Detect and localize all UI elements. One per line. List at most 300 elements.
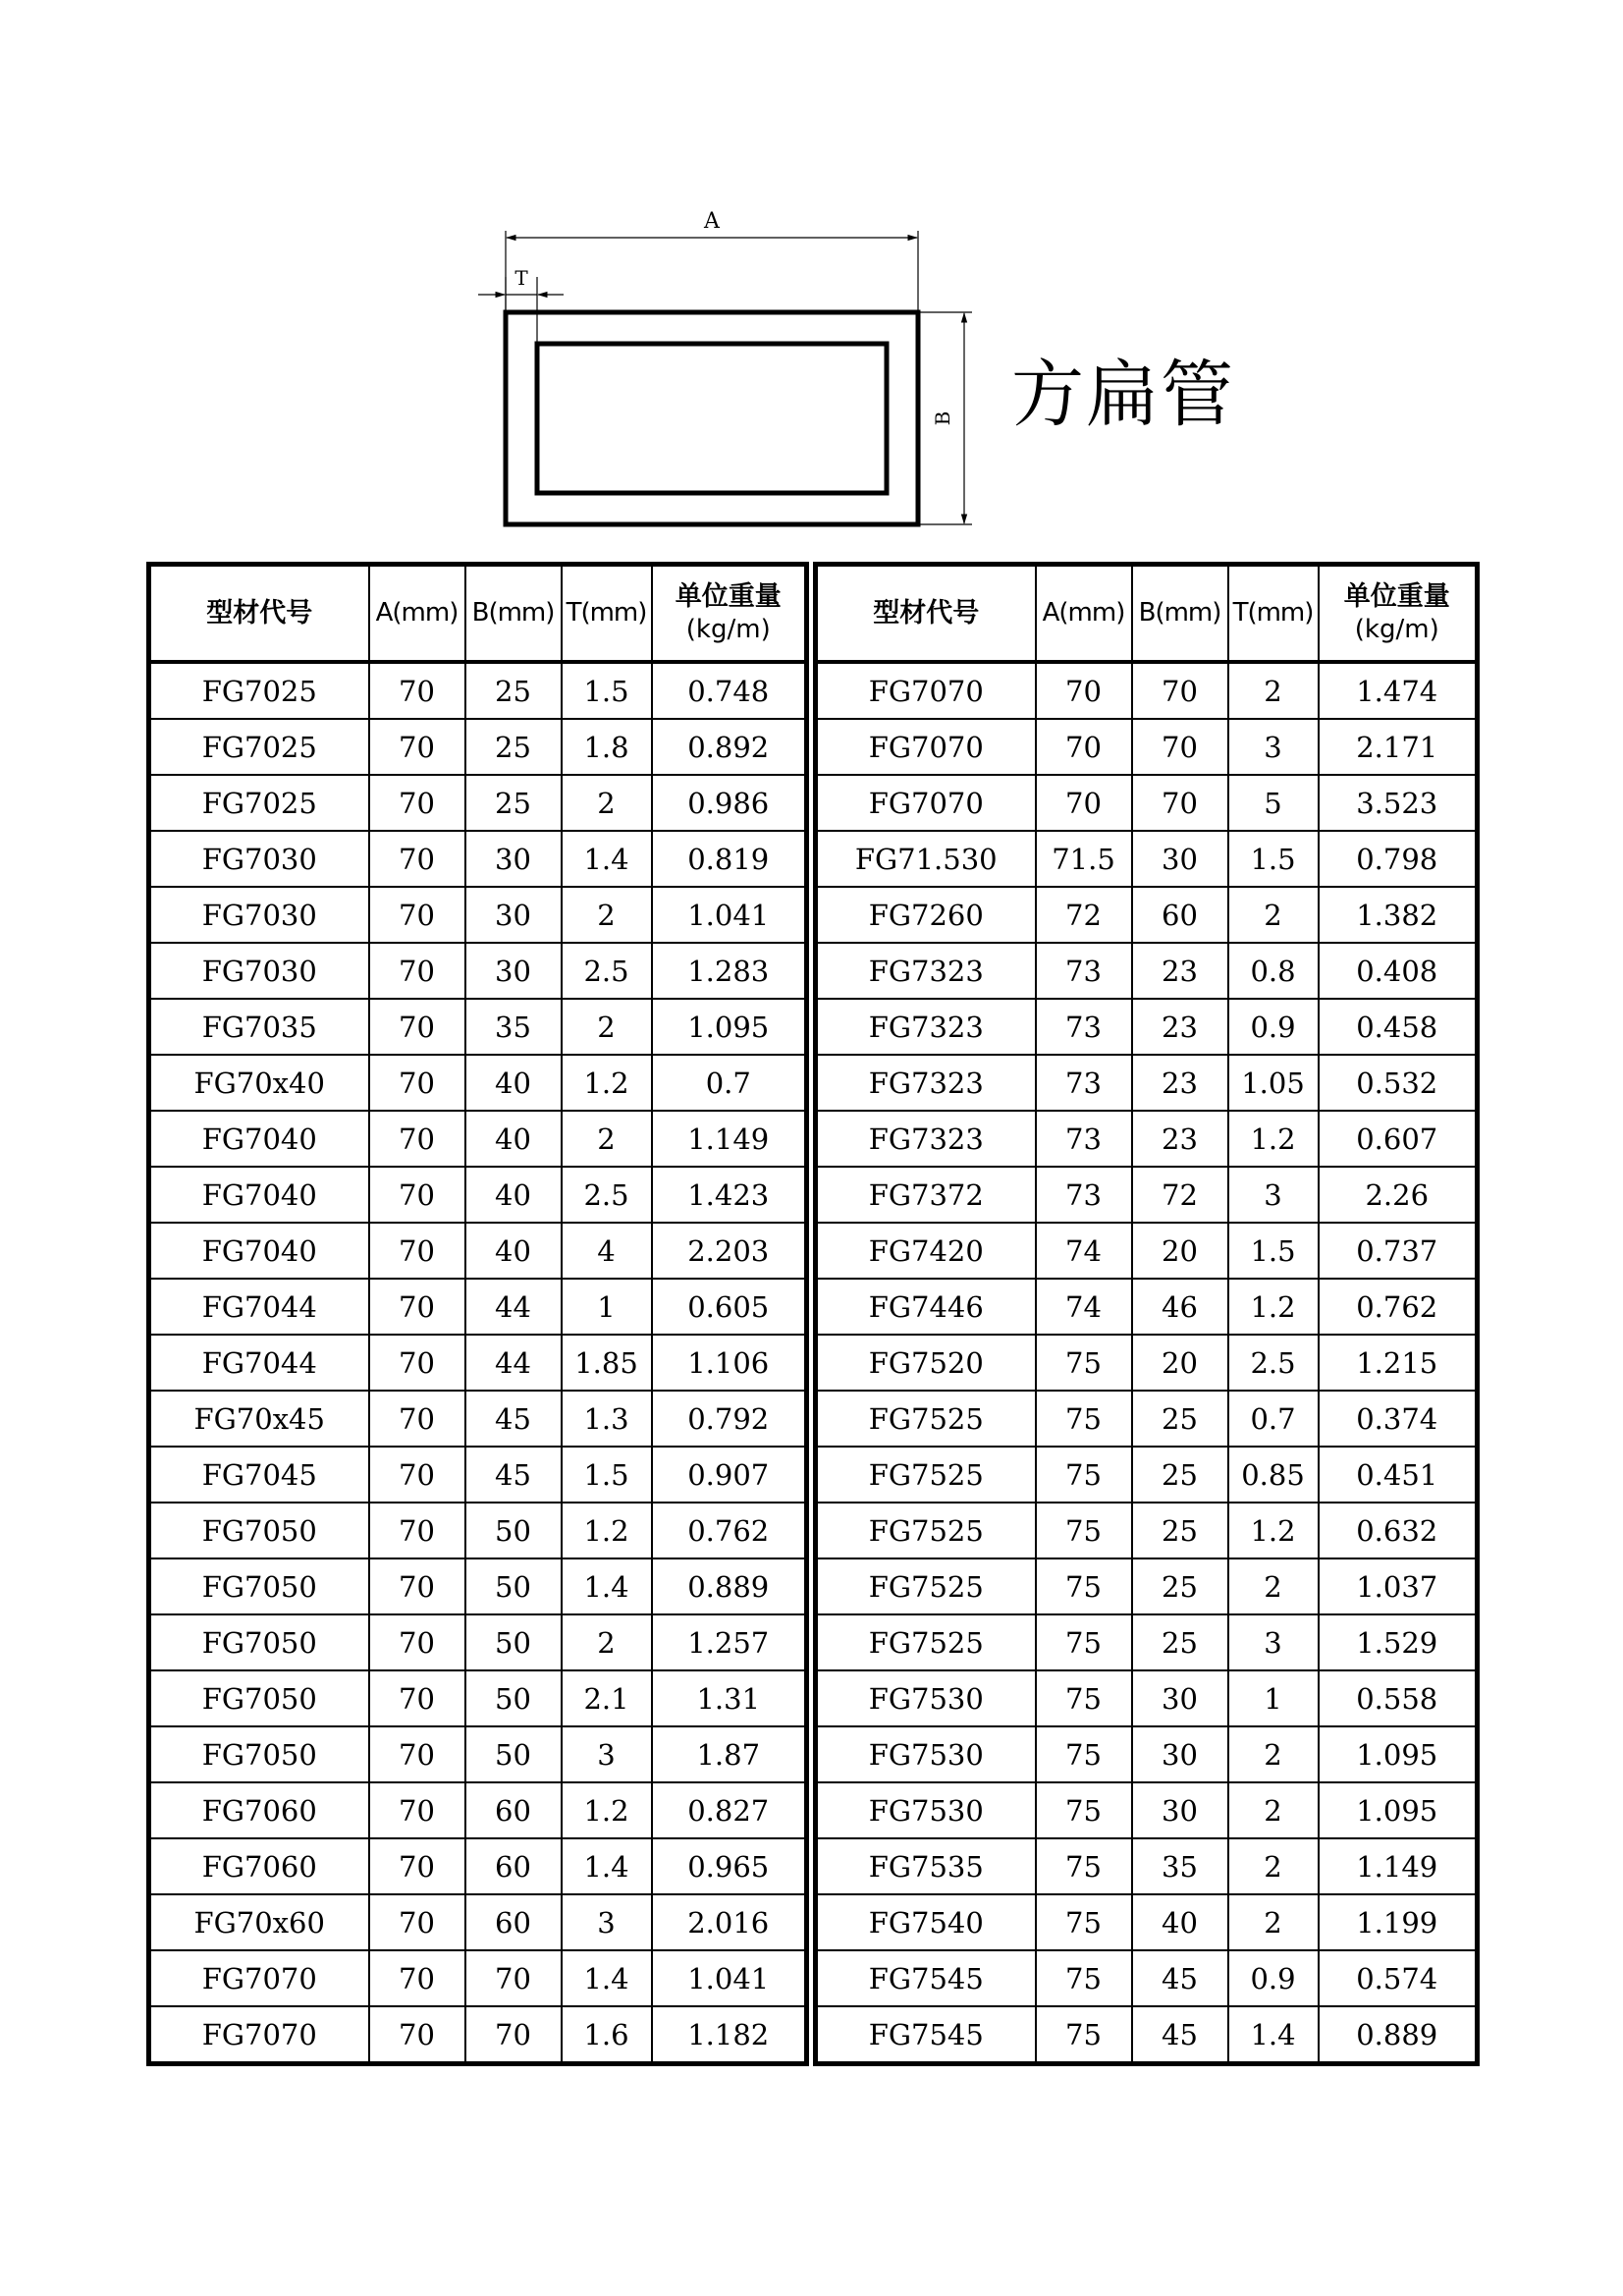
cell-code: FG7035 (149, 999, 369, 1055)
cell-b: 50 (465, 1503, 562, 1558)
cell-weight: 0.748 (652, 662, 807, 719)
cell-t: 1 (1228, 1670, 1319, 1726)
cell-t: 1.4 (562, 1558, 652, 1614)
cell-a: 70 (369, 1055, 465, 1111)
cell-code: FG7323 (816, 1055, 1036, 1111)
header-weight-unit: (kg/m) (685, 615, 771, 645)
cell-a: 70 (369, 1279, 465, 1335)
cell-weight: 0.892 (652, 719, 807, 775)
cell-weight: 0.965 (652, 1838, 807, 1894)
cell-code: FG7372 (816, 1167, 1036, 1223)
table-row (816, 1503, 1478, 1558)
cell-weight: 1.283 (652, 943, 807, 999)
header-b: B(mm) (1132, 565, 1228, 663)
table-row (149, 662, 807, 719)
cell-code: FG70x60 (149, 1894, 369, 1950)
cell-t: 3 (1228, 719, 1319, 775)
cell-weight: 0.986 (652, 775, 807, 831)
cell-b: 20 (1132, 1335, 1228, 1391)
cell-b: 40 (465, 1111, 562, 1167)
cell-t: 0.7 (1228, 1391, 1319, 1447)
cell-code: FG7070 (149, 1950, 369, 2006)
cell-code: FG7025 (149, 662, 369, 719)
cell-a: 70 (369, 943, 465, 999)
table-row (816, 1335, 1478, 1391)
cell-weight: 1.041 (652, 887, 807, 943)
cell-code: FG7525 (816, 1614, 1036, 1670)
cell-code: FG7050 (149, 1503, 369, 1558)
cell-b: 46 (1132, 1279, 1228, 1335)
table-row (149, 1391, 807, 1447)
cell-a: 70 (369, 1782, 465, 1838)
cell-code: FG7545 (816, 1950, 1036, 2006)
cell-b: 30 (465, 943, 562, 999)
cell-a: 74 (1036, 1279, 1132, 1335)
cell-b: 50 (465, 1558, 562, 1614)
header-weight-title: 单位重量 (1343, 581, 1450, 613)
cell-weight: 1.149 (652, 1111, 807, 1167)
cell-t: 1.2 (562, 1503, 652, 1558)
cell-t: 1.4 (562, 1838, 652, 1894)
cell-weight: 0.605 (652, 1279, 807, 1335)
cell-t: 0.9 (1228, 1950, 1319, 2006)
cell-t: 2 (1228, 1558, 1319, 1614)
table-row (816, 1950, 1478, 2006)
cell-t: 1.2 (1228, 1503, 1319, 1558)
table-row (816, 1391, 1478, 1447)
table-row (149, 1223, 807, 1279)
table-row (816, 1894, 1478, 1950)
cell-weight: 0.532 (1319, 1055, 1478, 1111)
cell-a: 70 (369, 1167, 465, 1223)
cell-t: 3 (1228, 1614, 1319, 1670)
cell-code: FG7050 (149, 1670, 369, 1726)
cell-t: 0.9 (1228, 999, 1319, 1055)
table-row (816, 1223, 1478, 1279)
cell-code: FG70x40 (149, 1055, 369, 1111)
table-row (816, 1838, 1478, 1894)
table-row (816, 1167, 1478, 1223)
cell-weight: 0.889 (652, 1558, 807, 1614)
cell-b: 40 (465, 1055, 562, 1111)
cell-weight: 1.87 (652, 1726, 807, 1782)
cell-t: 1.4 (562, 831, 652, 887)
cell-t: 1.4 (1228, 2006, 1319, 2064)
cell-weight: 0.558 (1319, 1670, 1478, 1726)
cell-a: 74 (1036, 1223, 1132, 1279)
table-row (816, 1670, 1478, 1726)
cell-b: 30 (1132, 1670, 1228, 1726)
cell-code: FG7060 (149, 1782, 369, 1838)
cell-b: 70 (1132, 719, 1228, 775)
cell-code: FG7323 (816, 1111, 1036, 1167)
cell-b: 50 (465, 1670, 562, 1726)
cell-b: 30 (1132, 831, 1228, 887)
cell-t: 2 (1228, 1782, 1319, 1838)
cell-code: FG7070 (816, 719, 1036, 775)
cell-t: 1.6 (562, 2006, 652, 2064)
header-a: A(mm) (1036, 565, 1132, 663)
table-row (816, 943, 1478, 999)
cell-a: 70 (1036, 662, 1132, 719)
cell-t: 2.5 (1228, 1335, 1319, 1391)
cell-a: 70 (369, 831, 465, 887)
table-row (149, 1726, 807, 1782)
cell-code: FG7025 (149, 775, 369, 831)
cell-a: 70 (369, 887, 465, 943)
cell-a: 75 (1036, 1838, 1132, 1894)
cell-weight: 2.016 (652, 1894, 807, 1950)
cell-weight: 0.798 (1319, 831, 1478, 887)
cell-code: FG7060 (149, 1838, 369, 1894)
cell-code: FG7260 (816, 887, 1036, 943)
cell-weight: 1.037 (1319, 1558, 1478, 1614)
cell-a: 70 (369, 1950, 465, 2006)
cell-weight: 1.423 (652, 1167, 807, 1223)
cell-b: 70 (465, 2006, 562, 2064)
table-row (816, 999, 1478, 1055)
cell-weight: 0.458 (1319, 999, 1478, 1055)
header-code: 型材代号 (149, 565, 369, 663)
cell-code: FG7545 (816, 2006, 1036, 2064)
cell-t: 2 (1228, 1894, 1319, 1950)
cell-a: 75 (1036, 1950, 1132, 2006)
header-b: B(mm) (465, 565, 562, 663)
cell-weight: 1.529 (1319, 1614, 1478, 1670)
cell-a: 70 (369, 1614, 465, 1670)
cell-b: 23 (1132, 999, 1228, 1055)
cell-code: FG70x45 (149, 1391, 369, 1447)
table-row (149, 1614, 807, 1670)
cell-code: FG7446 (816, 1279, 1036, 1335)
cell-t: 1.2 (1228, 1279, 1319, 1335)
table-row (149, 1558, 807, 1614)
cell-code: FG7050 (149, 1614, 369, 1670)
cell-t: 1 (562, 1279, 652, 1335)
cell-t: 2 (1228, 887, 1319, 943)
cell-weight: 0.819 (652, 831, 807, 887)
cell-a: 75 (1036, 1782, 1132, 1838)
cell-a: 70 (369, 1447, 465, 1503)
cell-a: 75 (1036, 1558, 1132, 1614)
cell-t: 2 (1228, 1726, 1319, 1782)
cell-a: 70 (369, 1223, 465, 1279)
cell-code: FG7530 (816, 1726, 1036, 1782)
cell-t: 3 (562, 1726, 652, 1782)
cell-b: 60 (465, 1782, 562, 1838)
cell-t: 1.2 (562, 1055, 652, 1111)
cell-b: 25 (1132, 1614, 1228, 1670)
cell-code: FG7540 (816, 1894, 1036, 1950)
table-row (816, 1447, 1478, 1503)
cell-t: 2 (1228, 662, 1319, 719)
cell-t: 4 (562, 1223, 652, 1279)
cell-a: 75 (1036, 1894, 1132, 1950)
cell-weight: 0.408 (1319, 943, 1478, 999)
cell-code: FG7530 (816, 1782, 1036, 1838)
cell-t: 1.2 (1228, 1111, 1319, 1167)
cell-t: 1.05 (1228, 1055, 1319, 1111)
cell-a: 75 (1036, 1670, 1132, 1726)
cell-b: 50 (465, 1726, 562, 1782)
cell-b: 30 (465, 831, 562, 887)
cell-weight: 1.474 (1319, 662, 1478, 719)
cell-code: FG7025 (149, 719, 369, 775)
cell-b: 70 (465, 1950, 562, 2006)
cell-weight: 0.374 (1319, 1391, 1478, 1447)
cell-a: 71.5 (1036, 831, 1132, 887)
cell-b: 25 (1132, 1503, 1228, 1558)
header-weight-unit: (kg/m) (1354, 615, 1439, 645)
table-row (816, 1111, 1478, 1167)
cell-a: 70 (369, 1111, 465, 1167)
cell-a: 73 (1036, 1111, 1132, 1167)
cell-weight: 0.907 (652, 1447, 807, 1503)
cell-code: FG7030 (149, 943, 369, 999)
cell-a: 70 (369, 2006, 465, 2064)
cell-a: 73 (1036, 999, 1132, 1055)
table-row (816, 719, 1478, 775)
table-header-row (149, 565, 807, 663)
cell-t: 2 (562, 775, 652, 831)
table-row (149, 831, 807, 887)
table-row (149, 1894, 807, 1950)
cell-b: 20 (1132, 1223, 1228, 1279)
cell-b: 23 (1132, 1111, 1228, 1167)
cell-t: 3 (562, 1894, 652, 1950)
header-t: T(mm) (562, 565, 652, 663)
cell-code: FG7040 (149, 1223, 369, 1279)
cell-code: FG7525 (816, 1447, 1036, 1503)
cell-t: 2 (562, 999, 652, 1055)
cell-t: 1.3 (562, 1391, 652, 1447)
table-row (816, 1558, 1478, 1614)
cell-t: 2.5 (562, 1167, 652, 1223)
table-row (149, 719, 807, 775)
cell-b: 23 (1132, 1055, 1228, 1111)
cell-code: FG7040 (149, 1167, 369, 1223)
cell-b: 45 (1132, 1950, 1228, 2006)
page-title: 方扁管 (1011, 353, 1235, 437)
cell-weight: 2.26 (1319, 1167, 1478, 1223)
cell-b: 25 (465, 662, 562, 719)
cell-t: 1.8 (562, 719, 652, 775)
table-row (149, 1838, 807, 1894)
cell-b: 60 (465, 1894, 562, 1950)
cell-code: FG71.530 (816, 831, 1036, 887)
spec-table-right (813, 562, 1480, 2066)
cell-t: 3 (1228, 1167, 1319, 1223)
cell-code: FG7525 (816, 1391, 1036, 1447)
cell-t: 1.5 (562, 662, 652, 719)
cell-a: 70 (369, 1726, 465, 1782)
cell-a: 70 (1036, 775, 1132, 831)
cell-weight: 3.523 (1319, 775, 1478, 831)
table-row (149, 1503, 807, 1558)
cell-code: FG7045 (149, 1447, 369, 1503)
cell-weight: 1.095 (1319, 1726, 1478, 1782)
cell-t: 2 (562, 1614, 652, 1670)
cell-b: 30 (465, 887, 562, 943)
cell-t: 1.4 (562, 1950, 652, 2006)
header-weight (652, 565, 807, 663)
cell-code: FG7044 (149, 1279, 369, 1335)
cell-weight: 0.889 (1319, 2006, 1478, 2064)
cell-b: 45 (1132, 2006, 1228, 2064)
cell-a: 70 (369, 1503, 465, 1558)
cell-b: 45 (465, 1391, 562, 1447)
cell-a: 70 (369, 1838, 465, 1894)
cell-a: 75 (1036, 1614, 1132, 1670)
table-row (816, 662, 1478, 719)
cell-b: 50 (465, 1614, 562, 1670)
cell-weight: 1.149 (1319, 1838, 1478, 1894)
spec-table-left (146, 562, 809, 2066)
header-a: A(mm) (369, 565, 465, 663)
rect-tube-diagram (461, 196, 1011, 540)
cell-t: 2 (562, 1111, 652, 1167)
cell-a: 70 (369, 1670, 465, 1726)
cell-b: 25 (465, 775, 562, 831)
table-row (816, 2006, 1478, 2064)
cell-weight: 0.7 (652, 1055, 807, 1111)
cell-t: 1.5 (1228, 831, 1319, 887)
cell-b: 60 (1132, 887, 1228, 943)
cell-weight: 0.762 (652, 1503, 807, 1558)
cell-t: 1.5 (1228, 1223, 1319, 1279)
table-row (149, 943, 807, 999)
cell-b: 25 (465, 719, 562, 775)
cell-a: 75 (1036, 2006, 1132, 2064)
cell-t: 2 (562, 887, 652, 943)
dimension-t-label: T (514, 266, 528, 290)
table-row (816, 887, 1478, 943)
cell-t: 1.5 (562, 1447, 652, 1503)
cell-code: FG7030 (149, 887, 369, 943)
cell-b: 70 (1132, 775, 1228, 831)
cell-weight: 2.171 (1319, 719, 1478, 775)
cell-b: 35 (1132, 1838, 1228, 1894)
table-row (149, 1447, 807, 1503)
cell-code: FG7030 (149, 831, 369, 887)
cell-code: FG7070 (816, 775, 1036, 831)
table-row (149, 1279, 807, 1335)
cell-weight: 1.095 (652, 999, 807, 1055)
cell-weight: 0.607 (1319, 1111, 1478, 1167)
cell-t: 1.85 (562, 1335, 652, 1391)
cell-b: 40 (465, 1167, 562, 1223)
dimension-b-label: B (931, 410, 954, 426)
cell-a: 70 (369, 999, 465, 1055)
cell-b: 35 (465, 999, 562, 1055)
cell-code: FG7050 (149, 1558, 369, 1614)
cell-weight: 0.632 (1319, 1503, 1478, 1558)
cell-code: FG7070 (816, 662, 1036, 719)
table-row (816, 1726, 1478, 1782)
cell-code: FG7535 (816, 1838, 1036, 1894)
cell-b: 40 (465, 1223, 562, 1279)
table-row (149, 1782, 807, 1838)
header-weight-title: 单位重量 (675, 581, 782, 613)
cell-b: 23 (1132, 943, 1228, 999)
cell-weight: 1.199 (1319, 1894, 1478, 1950)
cell-weight: 1.041 (652, 1950, 807, 2006)
cell-t: 5 (1228, 775, 1319, 831)
cell-weight: 0.737 (1319, 1223, 1478, 1279)
cell-t: 0.85 (1228, 1447, 1319, 1503)
header-code: 型材代号 (816, 565, 1036, 663)
cell-a: 70 (369, 1391, 465, 1447)
cell-weight: 0.762 (1319, 1279, 1478, 1335)
cell-code: FG7420 (816, 1223, 1036, 1279)
table-row (149, 1335, 807, 1391)
cell-weight: 1.382 (1319, 887, 1478, 943)
cell-weight: 0.792 (652, 1391, 807, 1447)
cell-b: 45 (465, 1447, 562, 1503)
cell-b: 25 (1132, 1447, 1228, 1503)
table-row (816, 1614, 1478, 1670)
cell-code: FG7530 (816, 1670, 1036, 1726)
table-row (149, 1055, 807, 1111)
table-row (149, 1111, 807, 1167)
cell-b: 30 (1132, 1726, 1228, 1782)
cell-a: 73 (1036, 1167, 1132, 1223)
table-header-row (816, 565, 1478, 663)
cell-weight: 1.215 (1319, 1335, 1478, 1391)
table-row (816, 831, 1478, 887)
cell-weight: 1.106 (652, 1335, 807, 1391)
cell-code: FG7040 (149, 1111, 369, 1167)
table-row (816, 775, 1478, 831)
cell-code: FG7525 (816, 1558, 1036, 1614)
cell-t: 2 (1228, 1838, 1319, 1894)
cell-weight: 2.203 (652, 1223, 807, 1279)
cell-weight: 0.574 (1319, 1950, 1478, 2006)
cell-b: 70 (1132, 662, 1228, 719)
cell-a: 73 (1036, 1055, 1132, 1111)
table-row (816, 1782, 1478, 1838)
cell-b: 40 (1132, 1894, 1228, 1950)
cell-b: 72 (1132, 1167, 1228, 1223)
table-row (816, 1279, 1478, 1335)
cell-t: 1.2 (562, 1782, 652, 1838)
cell-weight: 1.095 (1319, 1782, 1478, 1838)
cell-t: 2.1 (562, 1670, 652, 1726)
dimension-a-label: A (704, 209, 720, 234)
table-row (149, 999, 807, 1055)
cell-a: 72 (1036, 887, 1132, 943)
table-row (149, 1167, 807, 1223)
table-row (149, 1950, 807, 2006)
cell-a: 70 (369, 775, 465, 831)
cell-code: FG7070 (149, 2006, 369, 2064)
cell-code: FG7520 (816, 1335, 1036, 1391)
cell-a: 70 (369, 662, 465, 719)
cell-weight: 1.31 (652, 1670, 807, 1726)
cell-a: 70 (369, 1558, 465, 1614)
cell-weight: 0.451 (1319, 1447, 1478, 1503)
table-row (149, 887, 807, 943)
cell-a: 70 (1036, 719, 1132, 775)
cell-a: 75 (1036, 1447, 1132, 1503)
cell-b: 60 (465, 1838, 562, 1894)
cell-code: FG7525 (816, 1503, 1036, 1558)
tube-inner-outline (537, 344, 887, 493)
cell-t: 0.8 (1228, 943, 1319, 999)
cell-b: 25 (1132, 1558, 1228, 1614)
cell-a: 75 (1036, 1335, 1132, 1391)
cell-t: 2.5 (562, 943, 652, 999)
